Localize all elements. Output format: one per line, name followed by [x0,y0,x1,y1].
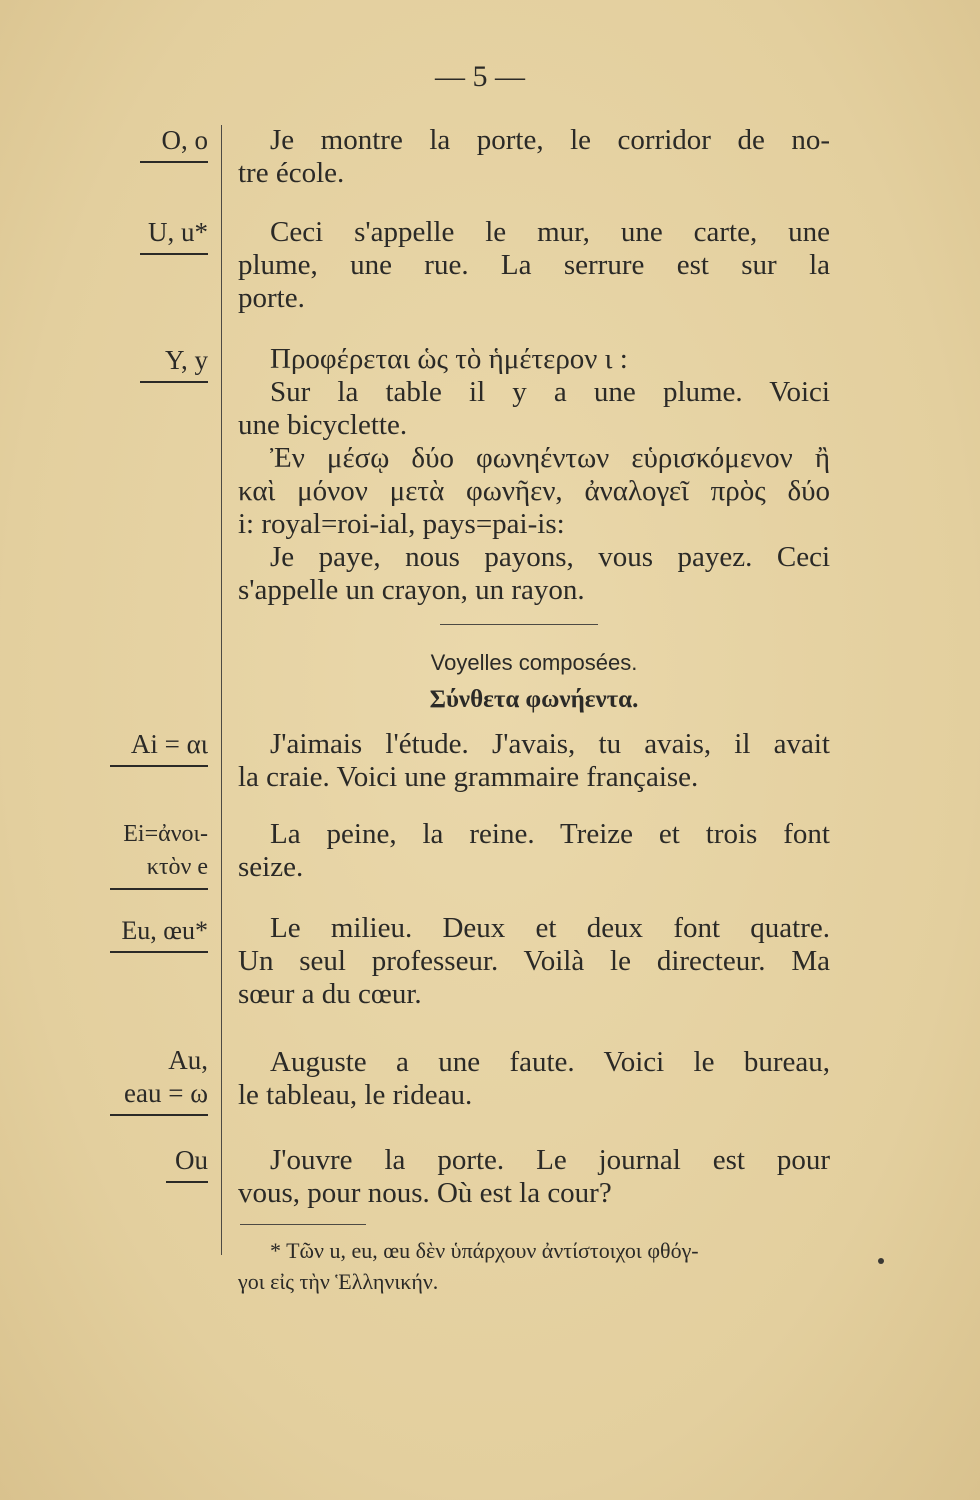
margin-label-text: Ou [175,1145,208,1175]
text-line: vous, pour nous. Où est la cour? [238,1177,612,1209]
paragraph-y [238,343,830,607]
margin-label-ei [110,818,208,890]
paragraph-au [238,1046,830,1112]
footnote [238,1235,838,1297]
text-line: Sur la table il y a une plume. Voici [270,376,830,408]
margin-label-text: U, u* [148,217,208,247]
margin-label-u [140,216,208,255]
text-line: Auguste a une faute. Voici le bureau, [270,1046,830,1078]
margin-label-ai [110,728,208,767]
text-line: καὶ μόνον μετὰ φωνῆεν, ἀναλογεῖ πρὸς δύο [238,475,830,507]
paragraph-ou [238,1144,830,1210]
text-line: Je paye, nous payons, vous payez. Ceci [270,541,830,573]
paragraph-ei [238,818,830,884]
margin-label-eu [110,914,208,953]
text-line: tre école. [238,157,345,189]
margin-rule [221,125,222,1255]
text-line: Προφέρεται ὡς τὸ ἡμέτερον ι : [270,343,628,375]
paragraph-o [238,124,830,190]
ink-speck [878,1258,884,1264]
margin-label-text: Ei=ἀνοι- [123,821,208,847]
text-line: i: royal=roi-ial, pays=pai-is: [238,508,565,540]
text-line: La peine, la reine. Treize et trois font [270,818,830,850]
text-line: sœur a du cœur. [238,978,422,1010]
text-line: la craie. Voici une grammaire française. [238,761,699,793]
paragraph-eu [238,912,830,1011]
footnote-line: γοι εἰς τὴν Ἑλληνικήν. [238,1269,439,1294]
margin-label-text: Y, y [164,345,208,375]
margin-underline [110,888,208,890]
text-line: porte. [238,282,305,314]
margin-label-y [140,344,208,383]
margin-label-text: κτὸν e [146,854,208,880]
margin-label-text: O, o [161,125,208,155]
footnote-divider [240,1224,366,1225]
margin-underline [140,381,208,383]
page-number: — 5 — [435,60,525,93]
text-line: J'ouvre la porte. Le journal est pour [270,1144,830,1176]
margin-underline [166,1181,208,1183]
text-line: J'aimais l'étude. J'avais, tu avais, il avait [270,728,830,760]
section-heading-french: Voyelles composées. [430,650,638,675]
margin-underline [110,765,208,767]
margin-label-text: Au, [168,1045,208,1075]
text-line: plume, une rue. La serrure est sur la [238,249,830,281]
margin-label-text: eau = ω [124,1078,208,1108]
margin-underline [140,161,208,163]
text-line: Ceci s'appelle le mur, une carte, une [270,216,830,248]
margin-underline [110,951,208,953]
margin-underline [110,1114,208,1116]
text-line: le tableau, le rideau. [238,1079,473,1111]
margin-label-o [140,124,208,163]
text-line: s'appelle un crayon, un rayon. [238,574,585,606]
margin-underline [140,253,208,255]
margin-label-text: Ai = αι [130,729,208,759]
margin-label-au [110,1044,208,1116]
text-line: Je montre la porte, le corridor de no- [270,124,830,156]
footnote-line: * Τῶν u, eu, œu δὲν ὑπάρχουν ἀντίστοιχοι φθόγ- [270,1238,699,1263]
paragraph-ai [238,728,830,794]
margin-label-text: Eu, œu* [121,916,208,945]
text-line: Ἐν μέσῳ δύο φωνηέντων εὑρισκόμενον ἢ [270,442,830,474]
text-line: seize. [238,851,304,883]
text-line: Le milieu. Deux et deux font quatre. [270,912,830,944]
text-line: une bicyclette. [238,409,408,441]
section-divider [440,624,598,625]
section-heading-greek: Σύνθετα φωνήεντα. [429,686,639,713]
paragraph-u [238,216,830,315]
margin-label-ou [166,1144,208,1183]
text-line: Un seul professeur. Voilà le directeur. Ma [238,945,830,977]
